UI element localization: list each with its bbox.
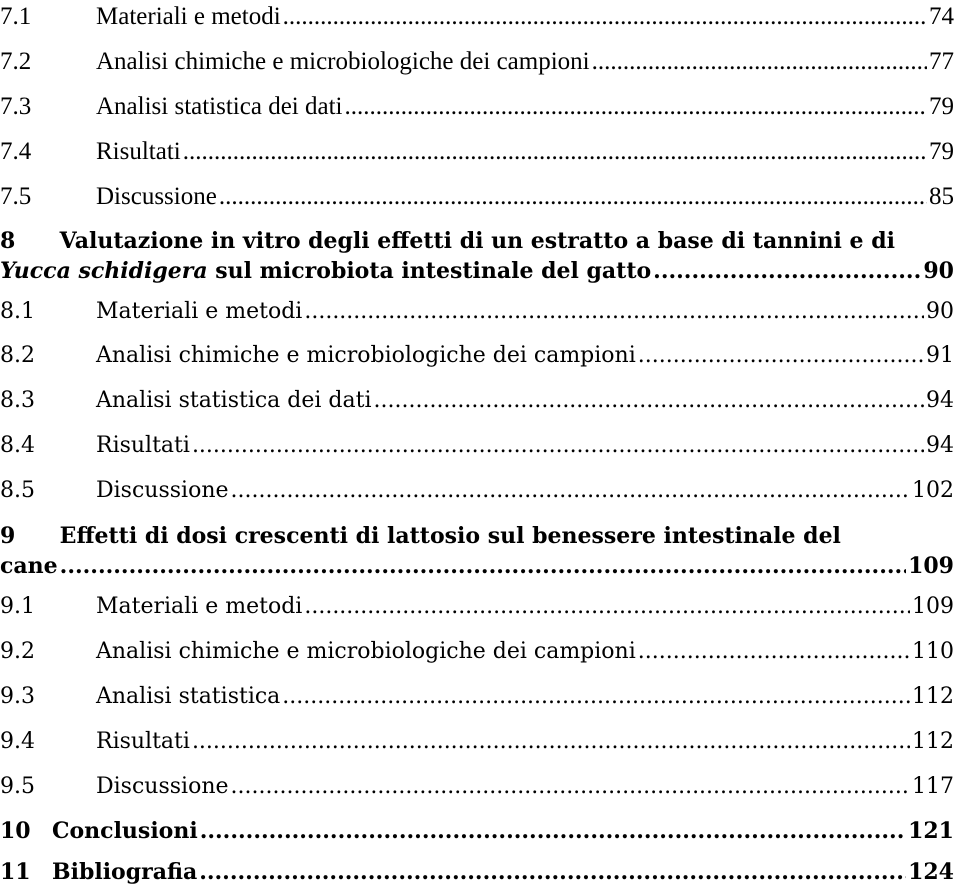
toc-entry-page: 112	[912, 684, 954, 709]
toc-chapter-number: 11	[0, 859, 31, 885]
toc-chapter-title-cont	[0, 256, 651, 286]
toc-entry-page: 90	[923, 258, 954, 284]
toc-entry-page: 110	[912, 639, 954, 664]
dot-leader	[231, 476, 910, 506]
toc-entry-9-1[interactable]	[0, 592, 954, 622]
toc-chapter-title: Valutazione in vitro degli effetti di un estratto a base di tannini e di	[59, 228, 895, 254]
toc-entry-title: Analisi statistica	[96, 684, 281, 709]
toc-entry-9-5[interactable]	[0, 772, 954, 802]
toc-entry-page: 91	[926, 343, 954, 368]
dot-leader	[200, 816, 906, 846]
toc-entry-7-2[interactable]	[0, 47, 954, 77]
toc-entry-number: 9.5	[0, 774, 35, 799]
dot-leader	[638, 637, 910, 667]
toc-entry-title: Discussione	[96, 478, 229, 503]
toc-chapter-title: Conclusioni	[52, 818, 198, 844]
dot-leader	[283, 2, 927, 32]
toc-entry-number: 7.5	[0, 183, 32, 210]
dot-leader	[638, 341, 924, 371]
toc-entry-page: 85	[929, 183, 954, 210]
dot-leader	[231, 772, 910, 802]
species-name: Yucca schidigera	[0, 258, 208, 284]
toc-entry-number: 7.3	[0, 93, 32, 120]
toc-chapter-title-rest: sul microbiota intestinale del gatto	[207, 258, 652, 284]
toc-entry-page: 90	[926, 299, 954, 324]
toc-entry-title: Materiali e metodi	[96, 594, 303, 619]
dot-leader	[374, 386, 925, 416]
toc-entry-number: 9.4	[0, 729, 35, 754]
toc-chapter-11[interactable]	[0, 857, 954, 887]
toc-entry-8-1[interactable]	[0, 297, 954, 327]
toc-entry-title: Analisi chimiche e microbiologiche dei campioni	[96, 343, 636, 368]
toc-entry-page: 79	[929, 93, 954, 120]
toc-entry-7-4[interactable]	[0, 137, 954, 167]
toc-entry-number: 9.1	[0, 594, 35, 619]
toc-chapter-9-line2[interactable]	[0, 551, 954, 581]
toc-entry-title: Discussione	[96, 774, 229, 799]
toc-chapter-number: 10	[0, 818, 31, 844]
toc-entry-9-4[interactable]	[0, 727, 954, 757]
toc-entry-page: 124	[908, 859, 954, 885]
toc-entry-page: 77	[929, 48, 954, 75]
dot-leader	[592, 47, 927, 77]
toc-entry-title: Materiali e metodi	[96, 3, 281, 30]
toc-entry-9-3[interactable]	[0, 682, 954, 712]
toc-chapter-title: Effetti di dosi crescenti di lattosio sul benessere intestinale del	[59, 523, 841, 549]
dot-leader	[183, 137, 927, 167]
toc-entry-page: 112	[912, 729, 954, 754]
toc-chapter-9-line1[interactable]	[0, 521, 954, 551]
toc-entry-page: 74	[929, 3, 954, 30]
toc-entry-number: 9.2	[0, 639, 35, 664]
toc-entry-number: 8.4	[0, 433, 35, 458]
toc-chapter-8-line1[interactable]	[0, 226, 954, 256]
toc-entry-8-5[interactable]	[0, 476, 954, 506]
toc-entry-page: 109	[908, 553, 954, 579]
toc-entry-7-1[interactable]	[0, 2, 954, 32]
toc-entry-title: Risultati	[96, 729, 190, 754]
toc-entry-page: 117	[912, 774, 954, 799]
toc-entry-title: Analisi chimiche e microbiologiche dei campioni	[96, 639, 636, 664]
toc-entry-8-3[interactable]	[0, 386, 954, 416]
dot-leader	[192, 431, 924, 461]
toc-entry-number: 9.3	[0, 684, 35, 709]
toc-entry-number: 7.1	[0, 3, 32, 30]
toc-entry-page: 79	[929, 138, 954, 165]
toc-entry-page: 94	[926, 388, 954, 413]
toc-chapter-10[interactable]	[0, 816, 954, 846]
dot-leader	[653, 256, 921, 286]
toc-entry-title: Risultati	[96, 433, 190, 458]
toc-entry-title: Analisi statistica dei dati	[96, 93, 343, 120]
toc-entry-title: Analisi statistica dei dati	[96, 388, 372, 413]
toc-chapter-number: 8	[0, 228, 16, 254]
toc-entry-number: 8.3	[0, 388, 35, 413]
toc-chapter-number: 9	[0, 523, 16, 549]
toc-entry-page: 109	[912, 594, 954, 619]
dot-leader	[199, 857, 906, 887]
dot-leader	[60, 551, 906, 581]
dot-leader	[282, 682, 910, 712]
dot-leader	[304, 297, 924, 327]
toc-entry-8-2[interactable]	[0, 341, 954, 371]
toc-entry-number: 7.4	[0, 138, 32, 165]
toc-entry-title: Discussione	[96, 183, 217, 210]
toc-entry-number: 8.1	[0, 299, 35, 324]
toc-entry-7-3[interactable]	[0, 92, 954, 122]
dot-leader	[344, 92, 927, 122]
toc-entry-8-4[interactable]	[0, 431, 954, 461]
toc-entry-number: 8.2	[0, 343, 35, 368]
toc-entry-9-2[interactable]	[0, 637, 954, 667]
toc-chapter-title: Bibliografia	[52, 859, 198, 885]
toc-entry-page: 102	[912, 478, 954, 503]
dot-leader	[304, 592, 910, 622]
toc-chapter-8-line2[interactable]	[0, 256, 954, 286]
toc-entry-title: Materiali e metodi	[96, 299, 303, 324]
dot-leader	[192, 727, 910, 757]
toc-entry-page: 94	[926, 433, 954, 458]
toc-entry-number: 8.5	[0, 478, 35, 503]
toc-entry-title: Analisi chimiche e microbiologiche dei campioni	[96, 48, 590, 75]
toc-entry-title: Risultati	[96, 138, 181, 165]
toc-entry-page: 121	[908, 818, 954, 844]
toc-entry-number: 7.2	[0, 48, 32, 75]
toc-entry-7-5[interactable]	[0, 182, 954, 212]
toc-chapter-title-cont: cane	[0, 553, 58, 579]
dot-leader	[219, 182, 927, 212]
